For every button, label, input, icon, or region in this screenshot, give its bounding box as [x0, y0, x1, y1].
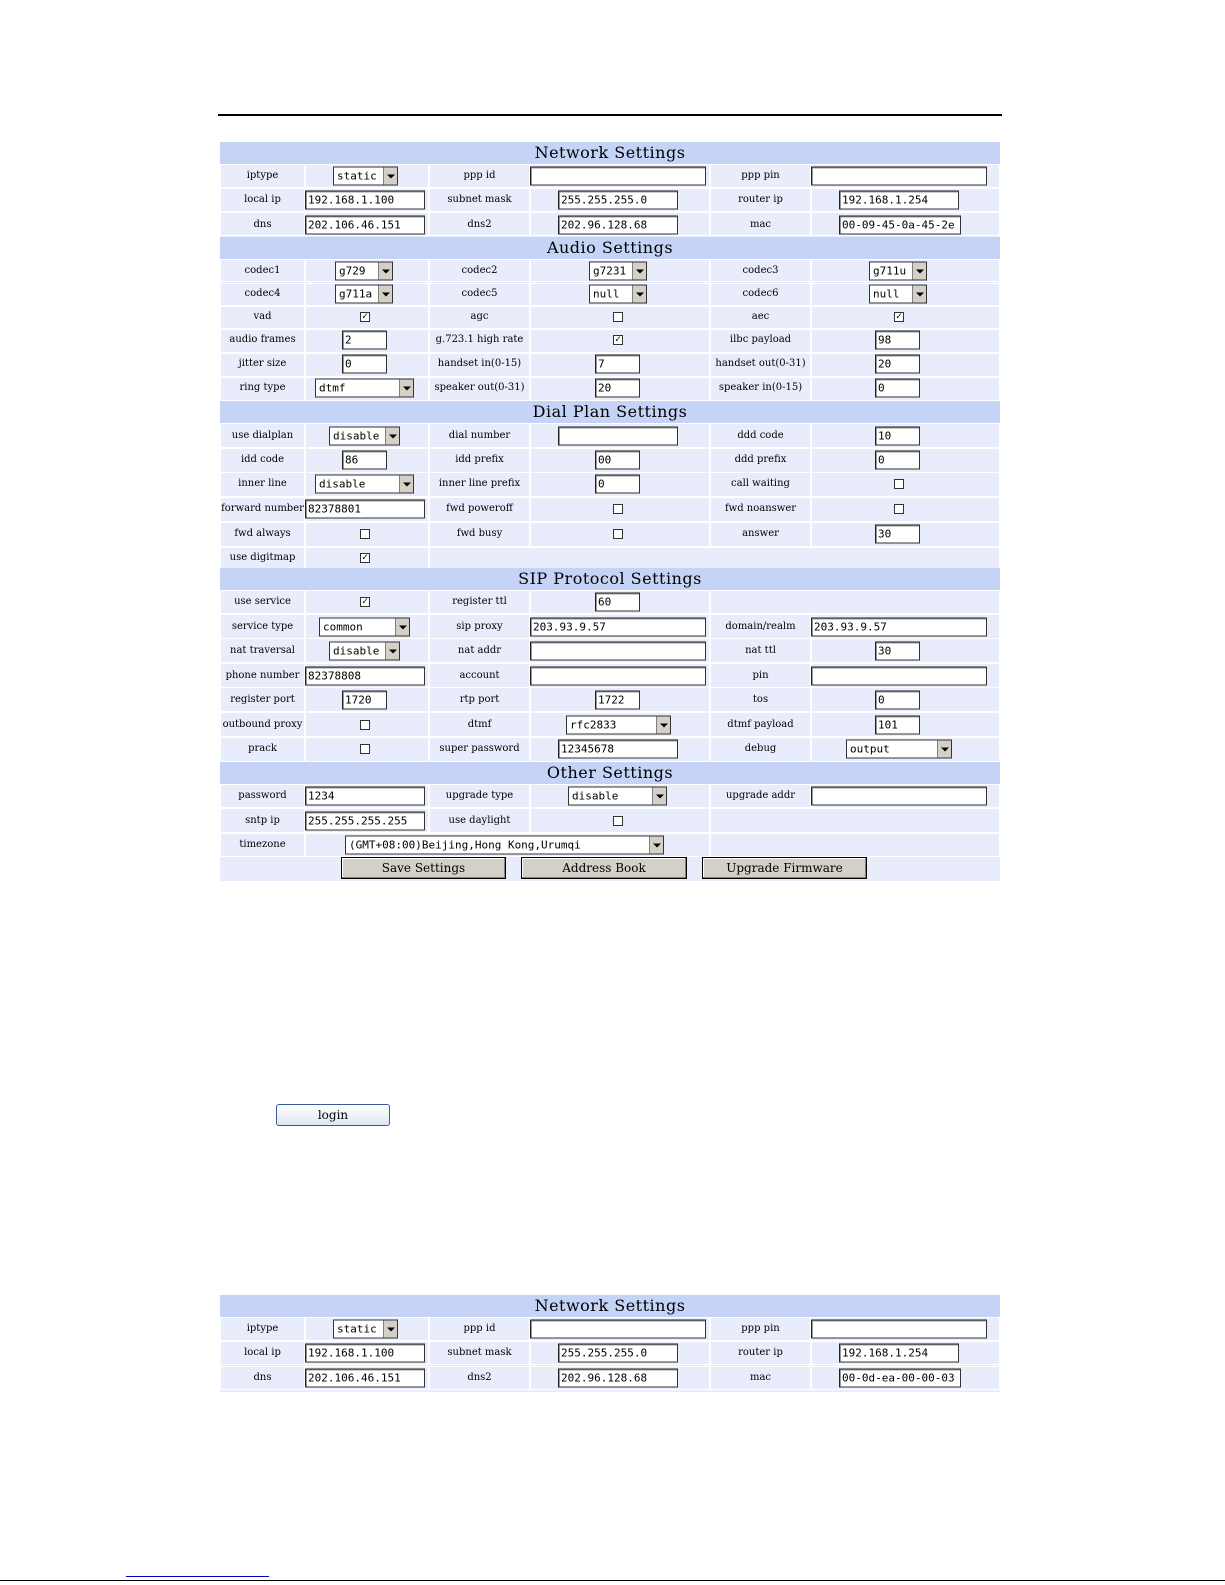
iptype-select[interactable]: [333, 1320, 398, 1339]
timezone-label: timezone: [239, 839, 286, 850]
dtmf-select[interactable]: [566, 716, 671, 735]
handset-out-label: handset out(0-31): [715, 358, 806, 369]
chevron-down-icon[interactable]: [632, 286, 646, 303]
mac-label: mac: [749, 219, 772, 230]
aec-label: aec: [751, 311, 770, 322]
codec4-select-value: g711a: [339, 287, 373, 301]
iptype-select-value: static: [337, 1322, 377, 1336]
grid-cell: [811, 306, 1000, 329]
chevron-down-icon[interactable]: [912, 286, 926, 303]
outbound-proxy-label: outbound proxy: [222, 719, 303, 730]
codec3-select-value: g711u: [873, 264, 907, 278]
idd-code-label: idd code: [240, 454, 285, 465]
grid-cell: [710, 808, 1000, 833]
subnet-mask-label: subnet mask: [447, 194, 512, 205]
domain-realm-input[interactable]: 203.93.9.57: [811, 618, 987, 637]
login-button[interactable]: login: [276, 1104, 390, 1126]
codec2-label: codec2: [461, 265, 498, 276]
ddd-code-input[interactable]: 10: [875, 427, 920, 446]
audio-frames-input[interactable]: 2: [342, 331, 387, 350]
phone-number-input[interactable]: 82378808: [305, 667, 425, 686]
rtp-port-label: rtp port: [459, 694, 500, 705]
ring-type-select[interactable]: [315, 379, 414, 398]
grid-cell: [710, 590, 1000, 614]
pin-input[interactable]: [811, 667, 987, 686]
iptype-label: iptype: [246, 170, 279, 181]
nat-traversal-select-value: disable: [333, 644, 380, 658]
top-rule: [218, 114, 1002, 116]
codec6-label: codec6: [742, 288, 779, 299]
dns-input[interactable]: 202.106.46.151: [305, 216, 425, 235]
upgrade-type-select-value: disable: [572, 789, 619, 803]
network-settings-form: [220, 1295, 1000, 1392]
footer-rule: [0, 1580, 1225, 1581]
address-book-button[interactable]: Address Book: [521, 857, 687, 879]
idd-prefix-label: idd prefix: [455, 454, 504, 465]
use-dialplan-select[interactable]: [329, 427, 400, 446]
agc-checkbox[interactable]: [613, 312, 623, 322]
dns-input[interactable]: 202.106.46.151: [305, 1369, 425, 1388]
chevron-down-icon[interactable]: [399, 380, 413, 397]
super-password-input[interactable]: 12345678: [558, 740, 678, 759]
upgrade-addr-label: upgrade addr: [725, 790, 796, 801]
chevron-down-icon[interactable]: [656, 717, 670, 734]
codec1-label: codec1: [244, 265, 281, 276]
audio-frames-label: audio frames: [229, 334, 296, 345]
password-label: password: [238, 790, 287, 801]
chevron-down-icon[interactable]: [383, 1321, 397, 1338]
subnet-mask-label: subnet mask: [447, 1347, 512, 1358]
section-audio-title: Audio Settings: [220, 237, 1000, 259]
subnet-mask-input[interactable]: 255.255.255.0: [558, 191, 678, 210]
codec3-label: codec3: [742, 265, 779, 276]
dtmf-payload-label: dtmf payload: [727, 719, 794, 730]
mac-label: mac: [749, 1372, 772, 1383]
sip-proxy-label: sip proxy: [456, 621, 503, 632]
settings-form: [220, 142, 1000, 881]
save-settings-button[interactable]: Save Settings: [341, 857, 506, 879]
dial-number-label: dial number: [448, 430, 511, 441]
inner-line-select[interactable]: [315, 475, 414, 494]
codec5-select[interactable]: [589, 285, 647, 304]
jitter-size-input[interactable]: 0: [342, 355, 387, 374]
chevron-down-icon[interactable]: [383, 168, 397, 185]
ppp-id-input[interactable]: [530, 1320, 706, 1339]
ilbc-payload-label: ilbc payload: [729, 334, 792, 345]
idd-prefix-input[interactable]: 00: [595, 451, 640, 470]
fwd-poweroff-label: fwd poweroff: [446, 503, 513, 514]
domain-realm-label: domain/realm: [725, 621, 796, 632]
section-network-title-2: Network Settings: [220, 1295, 1000, 1317]
handset-out-input[interactable]: 20: [875, 355, 920, 374]
outbound-proxy-checkbox[interactable]: [360, 720, 370, 730]
speaker-in-label: speaker in(0-15): [718, 382, 803, 393]
local-ip-input[interactable]: 192.168.1.100: [305, 191, 425, 210]
prack-checkbox[interactable]: [360, 744, 370, 754]
nat-traversal-select[interactable]: [329, 642, 400, 661]
router-ip-label: router ip: [738, 194, 783, 205]
use-daylight-label: use daylight: [448, 815, 511, 826]
router-ip-label: router ip: [738, 1347, 783, 1358]
sntp-ip-label: sntp ip: [245, 815, 280, 826]
use-service-checkbox[interactable]: ✓: [361, 596, 369, 607]
fwd-noanswer-checkbox[interactable]: [894, 504, 904, 514]
debug-select-value: output: [850, 742, 890, 756]
dns2-input[interactable]: 202.96.128.68: [558, 216, 678, 235]
register-port-input[interactable]: 1720: [342, 691, 387, 710]
debug-select[interactable]: [846, 740, 952, 759]
inner-line-prefix-label: inner line prefix: [438, 478, 521, 489]
codec6-select[interactable]: [869, 285, 927, 304]
ddd-prefix-label: ddd prefix: [734, 454, 787, 465]
iptype-select[interactable]: [333, 167, 398, 186]
chevron-down-icon[interactable]: [632, 263, 646, 280]
use-dialplan-select-value: disable: [333, 429, 380, 443]
dial-number-input[interactable]: [558, 427, 678, 446]
ring-type-select-value: dtmf: [319, 381, 346, 395]
service-type-select[interactable]: [319, 618, 410, 637]
ring-type-label: ring type: [239, 382, 286, 393]
speaker-out-input[interactable]: 20: [595, 379, 640, 398]
aec-checkbox[interactable]: ✓: [895, 311, 903, 322]
nat-ttl-label: nat ttl: [745, 645, 776, 656]
g723-high-rate-label: g.723.1 high rate: [435, 334, 524, 345]
fwd-always-label: fwd always: [234, 528, 291, 539]
fwd-always-checkbox[interactable]: [360, 529, 370, 539]
grid-cell: [811, 472, 1000, 497]
upgrade-type-select[interactable]: [568, 787, 667, 806]
ppp-pin-label: ppp pin: [741, 1323, 780, 1334]
nat-addr-label: nat addr: [457, 645, 502, 656]
use-digitmap-label: use digitmap: [229, 552, 296, 563]
codec5-select-value: null: [593, 287, 620, 301]
router-ip-input[interactable]: 192.168.1.254: [839, 191, 959, 210]
chevron-down-icon[interactable]: [395, 619, 409, 636]
sntp-ip-input[interactable]: 255.255.255.255: [305, 812, 425, 831]
pin-label: pin: [752, 670, 769, 681]
debug-label: debug: [744, 743, 777, 754]
forward-number-input[interactable]: 82378801: [305, 500, 425, 519]
use-digitmap-checkbox[interactable]: ✓: [361, 552, 369, 563]
grid-cell: [710, 833, 1000, 857]
handset-in-input[interactable]: 7: [595, 355, 640, 374]
answer-label: answer: [742, 528, 779, 539]
nat-addr-input[interactable]: [530, 642, 706, 661]
section-other-title: Other Settings: [220, 762, 1000, 784]
jitter-size-label: jitter size: [238, 358, 287, 369]
register-ttl-label: register ttl: [452, 596, 507, 607]
tos-label: tos: [752, 694, 769, 705]
speaker-out-label: speaker out(0-31): [434, 382, 525, 393]
chevron-down-icon[interactable]: [385, 428, 399, 445]
g723-high-rate-checkbox[interactable]: ✓: [614, 334, 622, 345]
timezone-select[interactable]: [345, 836, 664, 855]
register-ttl-input[interactable]: 60: [595, 593, 640, 612]
codec5-label: codec5: [461, 288, 498, 299]
ppp-pin-label: ppp pin: [741, 170, 780, 181]
codec2-select[interactable]: [589, 262, 647, 281]
nat-ttl-input[interactable]: 30: [875, 642, 920, 661]
forward-number-label: forward number: [221, 503, 304, 514]
password-input[interactable]: 1234: [305, 787, 425, 806]
dtmf-select-value: rfc2833: [570, 718, 617, 732]
chevron-down-icon[interactable]: [385, 643, 399, 660]
upgrade-type-label: upgrade type: [445, 790, 514, 801]
handset-in-label: handset in(0-15): [437, 358, 522, 369]
chevron-down-icon[interactable]: [399, 476, 413, 493]
dns-label: dns: [253, 1372, 272, 1383]
fwd-busy-checkbox[interactable]: [613, 529, 623, 539]
rtp-port-input[interactable]: 1722: [595, 691, 640, 710]
fwd-noanswer-label: fwd noanswer: [724, 503, 797, 514]
codec1-select[interactable]: [335, 262, 393, 281]
use-dialplan-label: use dialplan: [231, 430, 294, 441]
upgrade-firmware-button[interactable]: Upgrade Firmware: [702, 857, 867, 879]
ppp-id-label: ppp id: [463, 1323, 496, 1334]
speaker-in-input[interactable]: 0: [875, 379, 920, 398]
answer-input[interactable]: 30: [875, 525, 920, 544]
fwd-poweroff-checkbox[interactable]: [613, 504, 623, 514]
codec4-label: codec4: [244, 288, 281, 299]
prack-label: prack: [248, 743, 277, 754]
vad-checkbox[interactable]: ✓: [361, 311, 369, 322]
call-waiting-label: call waiting: [731, 478, 790, 489]
subnet-mask-input[interactable]: 255.255.255.0: [558, 1344, 678, 1363]
dtmf-payload-input[interactable]: 101: [875, 716, 920, 735]
service-type-select-value: common: [323, 620, 363, 634]
fwd-busy-label: fwd busy: [456, 528, 503, 539]
sip-proxy-input[interactable]: 203.93.9.57: [530, 618, 706, 637]
grid-cell: [429, 547, 1000, 569]
tos-input[interactable]: 0: [875, 691, 920, 710]
ilbc-payload-input[interactable]: 98: [875, 331, 920, 350]
chevron-down-icon[interactable]: [652, 788, 666, 805]
codec1-select-value: g729: [339, 264, 366, 278]
local-ip-label: local ip: [244, 1347, 281, 1358]
idd-code-input[interactable]: 86: [342, 451, 387, 470]
dns2-label: dns2: [467, 1372, 492, 1383]
dns2-label: dns2: [467, 219, 492, 230]
account-label: account: [459, 670, 500, 681]
section-sip-title: SIP Protocol Settings: [220, 568, 1000, 590]
chevron-down-icon[interactable]: [649, 837, 663, 854]
iptype-label: iptype: [246, 1323, 279, 1334]
account-input[interactable]: [530, 667, 706, 686]
codec2-select-value: g7231: [593, 264, 627, 278]
inner-line-select-value: disable: [319, 477, 366, 491]
local-ip-input[interactable]: 192.168.1.100: [305, 1344, 425, 1363]
dtmf-label: dtmf: [467, 719, 492, 730]
chevron-down-icon[interactable]: [378, 263, 392, 280]
router-ip-input[interactable]: 192.168.1.254: [839, 1344, 959, 1363]
timezone-select-value: (GMT+08:00)Beijing,Hong Kong,Urumqi: [349, 838, 581, 852]
iptype-select-value: static: [337, 169, 377, 183]
mac-input[interactable]: 00-0d-ea-00-00-03: [839, 1369, 961, 1388]
section-dialplan-title: Dial Plan Settings: [220, 401, 1000, 423]
mac-input[interactable]: 00-09-45-0a-45-2e: [839, 216, 961, 235]
chevron-down-icon[interactable]: [937, 741, 951, 758]
upgrade-addr-input[interactable]: [811, 787, 987, 806]
codec4-select[interactable]: [335, 285, 393, 304]
ppp-pin-input[interactable]: [811, 167, 987, 186]
service-type-label: service type: [231, 621, 294, 632]
chevron-down-icon[interactable]: [378, 286, 392, 303]
use-service-label: use service: [234, 596, 291, 607]
ppp-id-input[interactable]: [530, 167, 706, 186]
register-port-label: register port: [230, 694, 295, 705]
use-daylight-checkbox[interactable]: [613, 816, 623, 826]
nat-traversal-label: nat traversal: [230, 645, 295, 656]
dns2-input[interactable]: 202.96.128.68: [558, 1369, 678, 1388]
footer-link-underline: [126, 1576, 269, 1577]
grid-cell: [811, 497, 1000, 522]
local-ip-label: local ip: [244, 194, 281, 205]
vad-label: vad: [253, 311, 272, 322]
inner-line-label: inner line: [238, 478, 287, 489]
codec3-select[interactable]: [869, 262, 927, 281]
ddd-prefix-input[interactable]: 0: [875, 451, 920, 470]
ppp-pin-input[interactable]: [811, 1320, 987, 1339]
agc-label: agc: [470, 311, 489, 322]
super-password-label: super password: [439, 743, 520, 754]
dns-label: dns: [253, 219, 272, 230]
call-waiting-checkbox[interactable]: [894, 479, 904, 489]
inner-line-prefix-input[interactable]: 0: [595, 475, 640, 494]
ppp-id-label: ppp id: [463, 170, 496, 181]
phone-number-label: phone number: [225, 670, 300, 681]
section-network-title: Network Settings: [220, 142, 1000, 164]
chevron-down-icon[interactable]: [912, 263, 926, 280]
ddd-code-label: ddd code: [737, 430, 784, 441]
codec6-select-value: null: [873, 287, 900, 301]
